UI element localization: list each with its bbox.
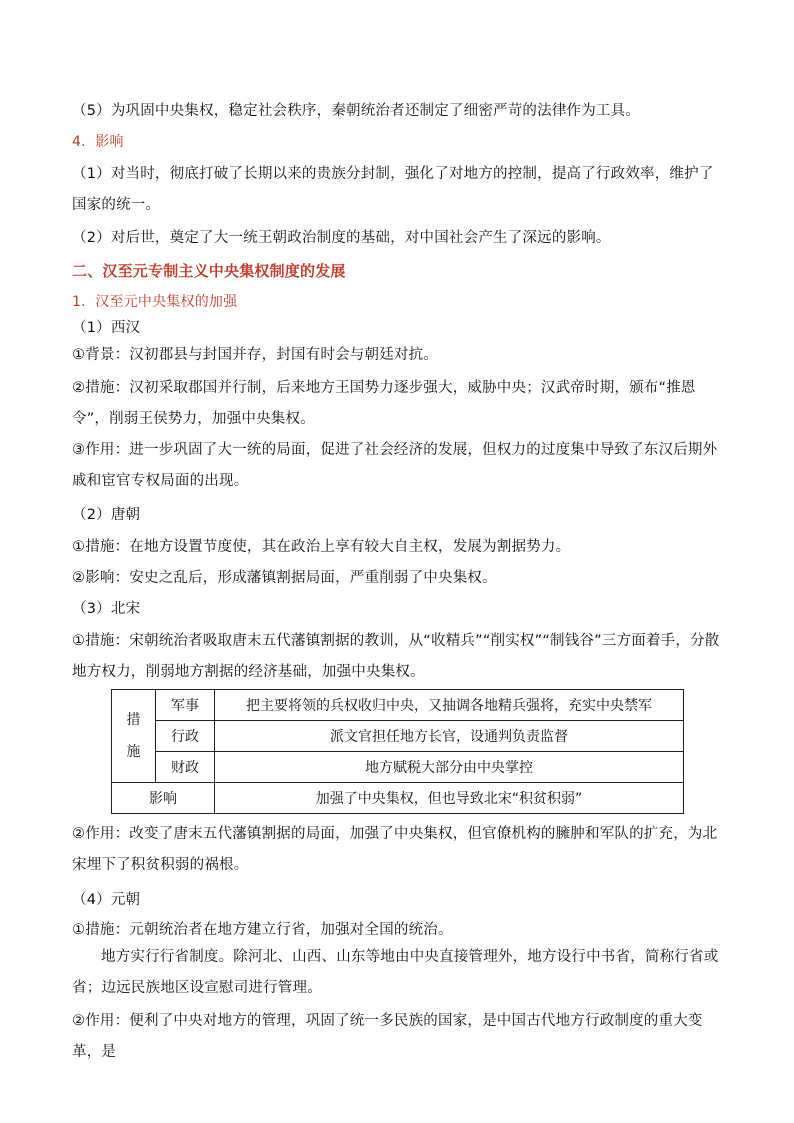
heading-xihan: （1）西汉 [72,320,141,336]
xihan-measure: ②措施：汉初采取郡国并行制，后来地方王国势力逐步强大，威胁中央；汉武帝时期，颁布“推恩令”，削弱王侯势力，加强中央集权。 [72,380,696,427]
heading-tang: （2）唐朝 [72,507,141,523]
table-cell-content: 派文官担任地方长官，设通判负责监督 [215,721,684,752]
song-measure: ①措施：宋朝统治者吸取唐末五代藩镇割据的教训，从“收精兵”“削实权”“制钱谷”三方面着手，分散地方权力，削弱地方割据的经济基础，加强中央集权。 [72,633,720,680]
table-cell-category: 财政 [156,752,215,783]
paragraph-influence-1: （1）对当时，彻底打破了长期以来的贵族分封制，强化了对地方的控制，提高了行政效率，维护了国家的统一。 [72,166,714,213]
table-cell-content: 地方赋税大部分由中央掌控 [215,752,684,783]
tang-measure: ①措施：在地方设置节度使，其在政治上享有较大自主权，发展为割据势力。 [72,539,571,555]
xihan-background: ①背景：汉初郡县与封国并存，封国有时会与朝廷对抗。 [72,347,438,363]
section-title-han-to-yuan: 二、汉至元专制主义中央集权制度的发展 [72,262,346,280]
xihan-effect: ③作用：进一步巩固了大一统的局面，促进了社会经济的发展，但权力的过度集中导致了东汉后期外戚和宦官专权局面的出现。 [72,442,718,489]
tang-effect: ②影响：安史之乱后，形成藩镇割据局面，严重削弱了中央集权。 [72,570,497,586]
heading-influence: 4．影响 [72,134,124,150]
song-effect: ②作用：改变了唐末五代藩镇割据的局面，加强了中央集权，但官僚机构的臃肿和军队的扩充，为北宋埋下了积贫积弱的祸根。 [72,826,718,873]
heading-song: （3）北宋 [72,601,141,617]
impact-label: 影响 [112,783,215,814]
heading-yuan: （4）元朝 [72,892,141,908]
paragraph-qin-law: （5）为巩固中央集权，稳定社会秩序，秦朝统治者还制定了细密严苛的法律作为工具。 [72,103,641,119]
impact-content: 加强了中央集权，但也导致北宋“积贫积弱” [215,783,684,814]
table-cell-content: 把主要将领的兵权收归中央，又抽调各地精兵强将，充实中央禁军 [215,690,684,721]
table-row [112,783,684,814]
yuan-description: 地方实行行省制度。除河北、山西、山东等地由中央直接管理外，地方设行中书省，简称行省或省；边远民族地区设宣慰司进行管理。 [72,949,719,996]
table-row [112,752,684,783]
table-row [112,721,684,752]
yuan-measure: ①措施：元朝统治者在地方建立行省，加强对全国的统治。 [72,922,453,938]
paragraph-influence-2: （2）对后世，奠定了大一统王朝政治制度的基础，对中国社会产生了深远的影响。 [72,230,611,246]
subsection-title-centralization: 1．汉至元中央集权的加强 [72,294,238,310]
song-measures-table [111,689,684,814]
measures-group-label: 措施 [112,690,156,783]
table-cell-category: 军事 [156,690,215,721]
yuan-effect: ②作用：便利了中央对地方的管理，巩固了统一多民族的国家，是中国古代地方行政制度的重大变革，是 [72,1013,703,1060]
table-row [112,690,684,721]
table-cell-category: 行政 [156,721,215,752]
